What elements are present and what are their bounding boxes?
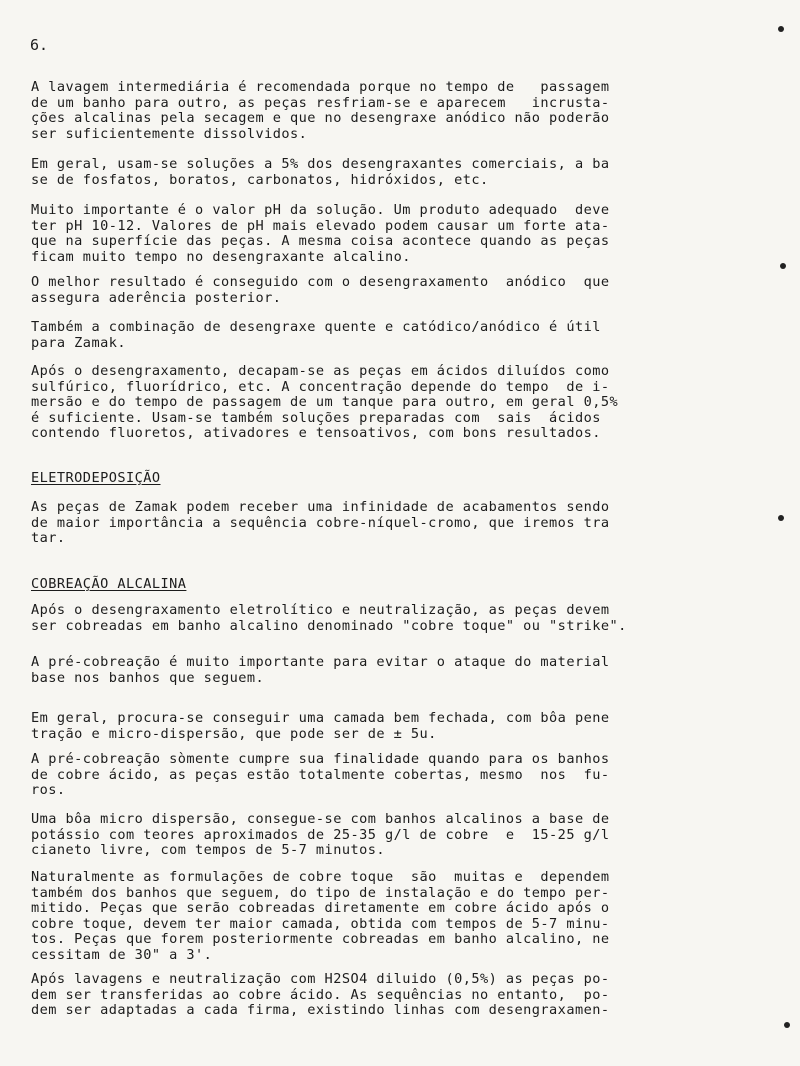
punch-hole-mark <box>784 1022 790 1028</box>
paragraph-zamak-combinacao: Também a combinação de desengraxe quente e catódico/anódico é útil para Zamak. <box>31 319 601 351</box>
page-number: 6. <box>30 36 49 54</box>
paragraph-lavagem: A lavagem intermediária é recomendada porque no tempo de passagem de um banho para outro, as peças resfriam-se e aparecem incrusta- ções alcalinas pela secagem e que no desengraxe anódico não poderão ser suficientemente dissolvidos. <box>31 79 610 142</box>
paragraph-solucoes: Em geral, usam-se soluções a 5% dos desengraxantes comerciais, a ba se de fosfatos, boratos, carbonatos, hidróxidos, etc. <box>31 156 610 188</box>
paragraph-acabamentos: As peças de Zamak podem receber uma infinidade de acabamentos sendo de maior importância a sequência cobre-níquel-cromo, que iremos tra tar. <box>31 499 610 546</box>
paragraph-anodico: O melhor resultado é conseguido com o desengraxamento anódico que assegura aderência posterior. <box>31 274 610 306</box>
paragraph-decapagem: Após o desengraxamento, decapam-se as peças em ácidos diluídos como sulfúrico, fluorídrico, etc. A concentração depende do tempo de i- mersão e do tempo de passagem de um tanque para outro, em geral 0,5% é suficiente. Usam-se também soluções preparadas com sais ácidos contendo fluoretos, ativadores e tensoativos, com bons resultados. <box>31 363 619 441</box>
punch-hole-mark <box>778 26 784 32</box>
punch-hole-mark <box>778 515 784 521</box>
paragraph-pre-cobreacao: A pré-cobreação é muito importante para evitar o ataque do material base nos banhos que seguem. <box>31 654 610 686</box>
paragraph-formulacoes: Naturalmente as formulações de cobre toque são muitas e dependem também dos banhos que seguem, do tipo de instalação e do tempo per- mitido. Peças que serão cobreadas diretamente em cobre ácido após o cobre toque, devem ter maior camada, obtida com tempos de 5-7 minu- tos. Peças que forem posteriormente cobreadas em banho alcalino, ne cessitam de 30" a 3'. <box>31 869 610 963</box>
paragraph-finalidade: A pré-cobreação sòmente cumpre sua finalidade quando para os banhos de cobre ácido, as peças estão totalmente cobertas, mesmo nos fu- ros. <box>31 751 610 798</box>
paragraph-ph: Muito importante é o valor pH da solução. Um produto adequado deve ter pH 10-12. Valores de pH mais elevado podem causar um forte ata- que na superfície das peças. A mesma coisa acontece quando as peças ficam muito tempo no desengraxante alcalino. <box>31 202 610 265</box>
paragraph-cobre-toque: Após o desengraxamento eletrolítico e neutralização, as peças devem ser cobreadas em banho alcalino denominado "cobre toque" ou "strike". <box>31 602 627 634</box>
paragraph-micro-dispersao: Uma bôa micro dispersão, consegue-se com banhos alcalinos a base de potássio com teores aproximados de 25-35 g/l de cobre e 15-25 g/l cianeto livre, com tempos de 5-7 minutos. <box>31 811 610 858</box>
paragraph-camada: Em geral, procura-se conseguir uma camada bem fechada, com bôa pene tração e micro-dispersão, que pode ser de ± 5u. <box>31 710 610 742</box>
heading-cobreacao-alcalina: COBREAÇÃO ALCALINA <box>31 576 187 592</box>
paragraph-lavagens-final: Após lavagens e neutralização com H2SO4 diluido (0,5%) as peças po- dem ser transferidas ao cobre ácido. As sequências no entanto, po- dem ser adaptadas a cada firma, existindo linhas com desengraxamen- <box>31 971 610 1018</box>
punch-hole-mark <box>780 263 786 269</box>
heading-eletrodeposicao: ELETRODEPOSIÇÃO <box>31 470 161 486</box>
